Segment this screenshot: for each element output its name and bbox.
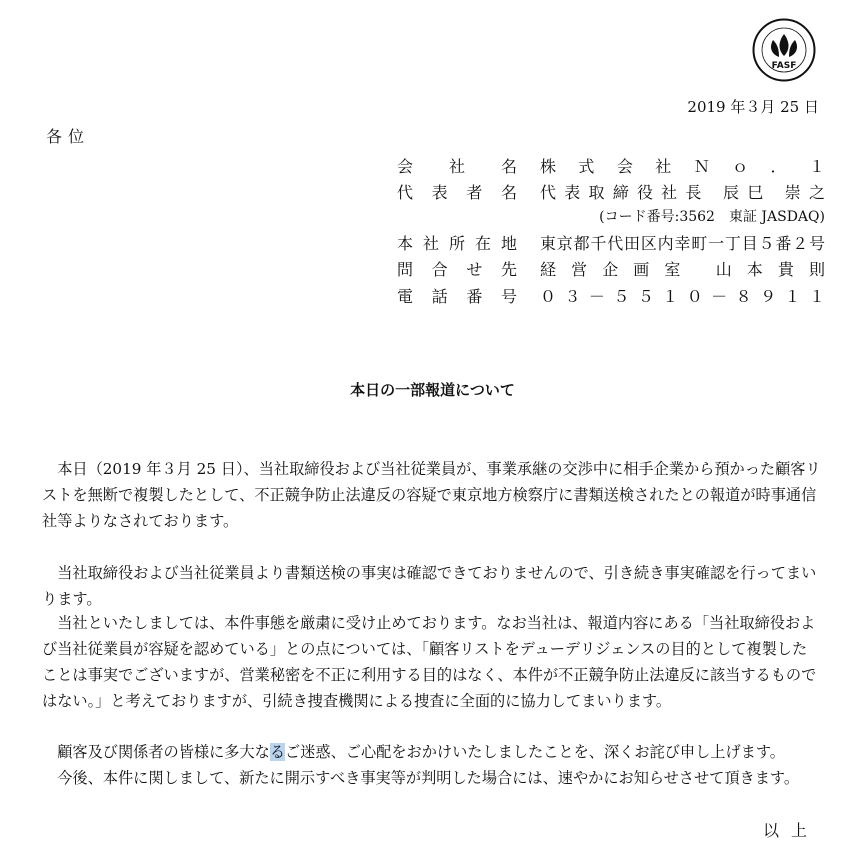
paragraph-5 <box>42 765 821 791</box>
paragraph-4-before: 顧客及び関係者の皆様に多大な <box>57 743 270 761</box>
paragraph-5-text: 今後、本件に関しまして、新たに開示すべき事実等が判明した場合には、速やかにお知らせさせて頂きます。 <box>57 769 800 787</box>
logo-text: FASF <box>771 61 797 71</box>
paragraph-3 <box>42 610 821 714</box>
representative-value: 代表取締役社長 辰巳 崇之 <box>540 183 825 202</box>
closing-mark: 以上 <box>762 821 819 840</box>
head-office-label: 本社所在地 <box>397 234 517 253</box>
paragraph-1 <box>42 456 821 534</box>
highlighted-character: る <box>269 743 285 761</box>
representative-label: 代表者名 <box>397 183 517 202</box>
paragraph-2 <box>42 560 821 612</box>
addressee: 各位 <box>46 127 91 146</box>
paragraph-1-text: 本日（2019 年３月 25 日）、当社取締役および当社従業員が、事業承継の交渉中に相手企業から預かった顧客リストを無断で複製したとして、不正競争防止法違反の容疑で東京地方検察庁に書類送検されたとの報道が時事通信社等よりなされております。 <box>42 460 821 530</box>
paragraph-3-text: 当社といたしましては、本件事態を厳粛に受け止めております。なお当社は、報道内容にある「当社取締役および当社従業員が容疑を認めている」との点については、「顧客リストをデューデリジェンスの目的として複製したことは事実でございますが、営業秘密を不正に利用する目的はなく、本件が不正競争防止法違反に該当するものではない。」と考えておりますが、引続き捜査機関による捜査に全面的に協力してまいります。 <box>42 614 817 710</box>
stock-code-line: (コード番号:3562 東証 JASDAQ) <box>599 209 825 225</box>
head-office-row <box>397 231 825 255</box>
phone-value: ０３－５５１０－８９１１ <box>540 287 825 306</box>
document-date: 2019 年３月 25 日 <box>687 98 819 116</box>
head-office-value: 東京都千代田区内幸町一丁目５番２号 <box>540 234 825 253</box>
paragraph-4-text <box>42 739 821 765</box>
phone-label: 電話番号 <box>397 287 517 306</box>
contact-label: 問合せ先 <box>397 260 517 279</box>
representative-row <box>397 180 825 204</box>
paragraph-2-text: 当社取締役および当社従業員より書類送検の事実は確認できておりませんので、引き続き事実確認を行ってまいります。 <box>42 564 817 608</box>
company-name-label: 会社名 <box>397 157 517 176</box>
paragraph-4 <box>42 739 821 765</box>
fasf-logo <box>752 18 816 82</box>
company-name-row <box>397 154 825 178</box>
company-name-value: 株式会社Ｎｏ．１ <box>540 157 825 176</box>
paragraph-4-after: ご迷惑、ご心配をおかけいたしましたことを、深くお詫び申し上げます。 <box>285 743 785 761</box>
contact-value: 経営企画室 山本貴則 <box>540 260 825 279</box>
document-title: 本日の一部報道について <box>350 381 515 399</box>
contact-row <box>397 257 825 281</box>
phone-row <box>397 284 825 308</box>
